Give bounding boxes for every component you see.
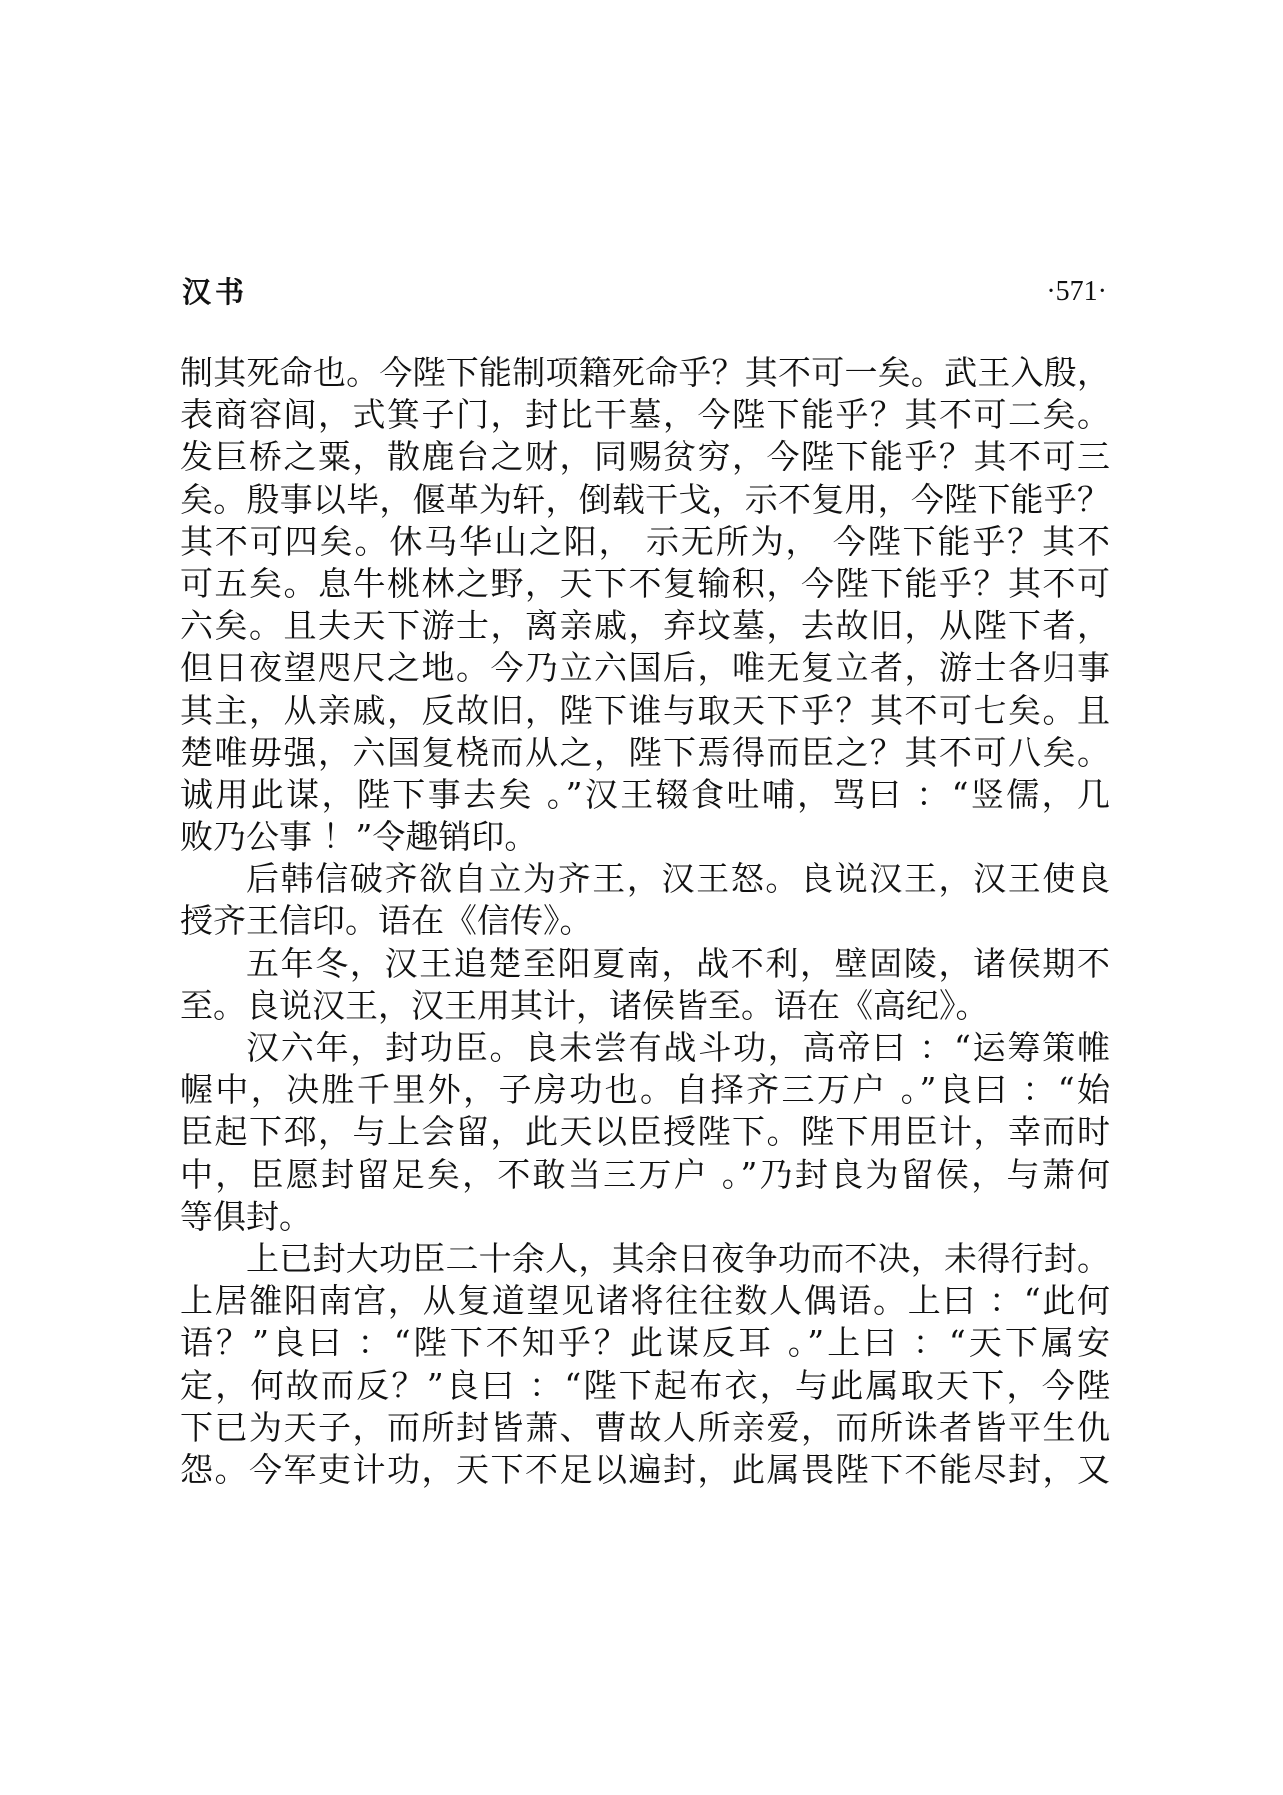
text-line: 怨。今军吏计功，天下不足以遍封，此属畏陛下不能尽封，又	[180, 1449, 1110, 1489]
body-text	[180, 352, 1110, 1491]
text-line: 可五矣。息牛桃林之野，天下不复输积，今陛下能乎？其不可	[180, 563, 1110, 603]
paragraph-first-line: 五年冬，汉王追楚至阳夏南，战不利，壁固陵，诸侯期不	[246, 943, 1110, 983]
book-title: 汉书	[182, 275, 249, 309]
text-line: 等俱封。	[180, 1196, 312, 1236]
text-line: 发巨桥之粟，散鹿台之财，同赐贫穷，今陛下能乎？其不可三	[180, 437, 1110, 477]
text-line: 幄中，决胜千里外，子房功也。自择齐三万户 。”良曰 ：“始	[180, 1070, 1110, 1110]
paragraph-first-line: 上已封大功臣二十余人，其余日夜争功而不决，未得行封。	[246, 1238, 1110, 1278]
text-line: 中，臣愿封留足矣，不敢当三万户 。”乃封良为留侯，与萧何	[180, 1154, 1110, 1194]
text-line: 败乃公事 ！”令趣销印。	[180, 817, 538, 857]
text-line: 其主，从亲戚，反故旧，陛下谁与取天下乎？其不可七矣。且	[180, 690, 1110, 730]
text-line: 矣。殷事以毕，偃革为轩，倒载干戈，示不复用，今陛下能乎？	[180, 479, 1110, 519]
text-line: 楚唯毋强，六国复桡而从之，陛下焉得而臣之？其不可八矣。	[180, 732, 1110, 772]
text-line: 诚用此谋，陛下事去矣 。”汉王辍食吐哺，骂曰 ：“竖儒，几	[180, 774, 1110, 814]
paragraph-first-line: 汉六年，封功臣。良未尝有战斗功，高帝曰 ：“运筹策帷	[246, 1028, 1110, 1067]
text-line: 六矣。且夫天下游士，离亲戚，弃坟墓，去故旧，从陛下者，	[180, 606, 1110, 646]
text-line: 至。良说汉王，汉王用其计，诸侯皆至。语在《高纪》。	[180, 985, 989, 1025]
text-line: 但日夜望咫尺之地。今乃立六国后，唯无复立者，游士各归事	[180, 648, 1110, 688]
text-line: 下已为天子，而所封皆萧、曹故人所亲爱，而所诛者皆平生仇	[180, 1407, 1110, 1447]
text-line: 上居雒阳南宫，从复道望见诸将往往数人偶语。上曰 ：“此何	[180, 1281, 1110, 1321]
text-line: 制其死命也。今陛下能制项籍死命乎？其不可一矣。武王入殷，	[180, 353, 1110, 392]
text-line: 语？”良曰 ：“陛下不知乎？此谋反耳 。”上曰 ：“天下属安	[180, 1323, 1110, 1363]
page-number: ·571·	[1046, 276, 1107, 307]
running-header	[182, 272, 1107, 322]
text-line: 表商容闾，式箕子门，封比干墓，今陛下能乎？其不可二矣。	[180, 395, 1110, 435]
paragraph-first-line: 后韩信破齐欲自立为齐王，汉王怒。良说汉王，汉王使良	[246, 859, 1110, 899]
text-line: 其不可四矣。休马华山之阳， 示无所为， 今陛下能乎？其不	[180, 521, 1110, 561]
text-line: 臣起下邳，与上会留，此天以臣授陛下。陛下用臣计，幸而时	[180, 1112, 1110, 1152]
text-line: 定，何故而反？”良曰 ：“陛下起布衣，与此属取天下，今陛	[180, 1365, 1110, 1405]
text-line: 授齐王信印。语在《信传》。	[180, 901, 593, 941]
